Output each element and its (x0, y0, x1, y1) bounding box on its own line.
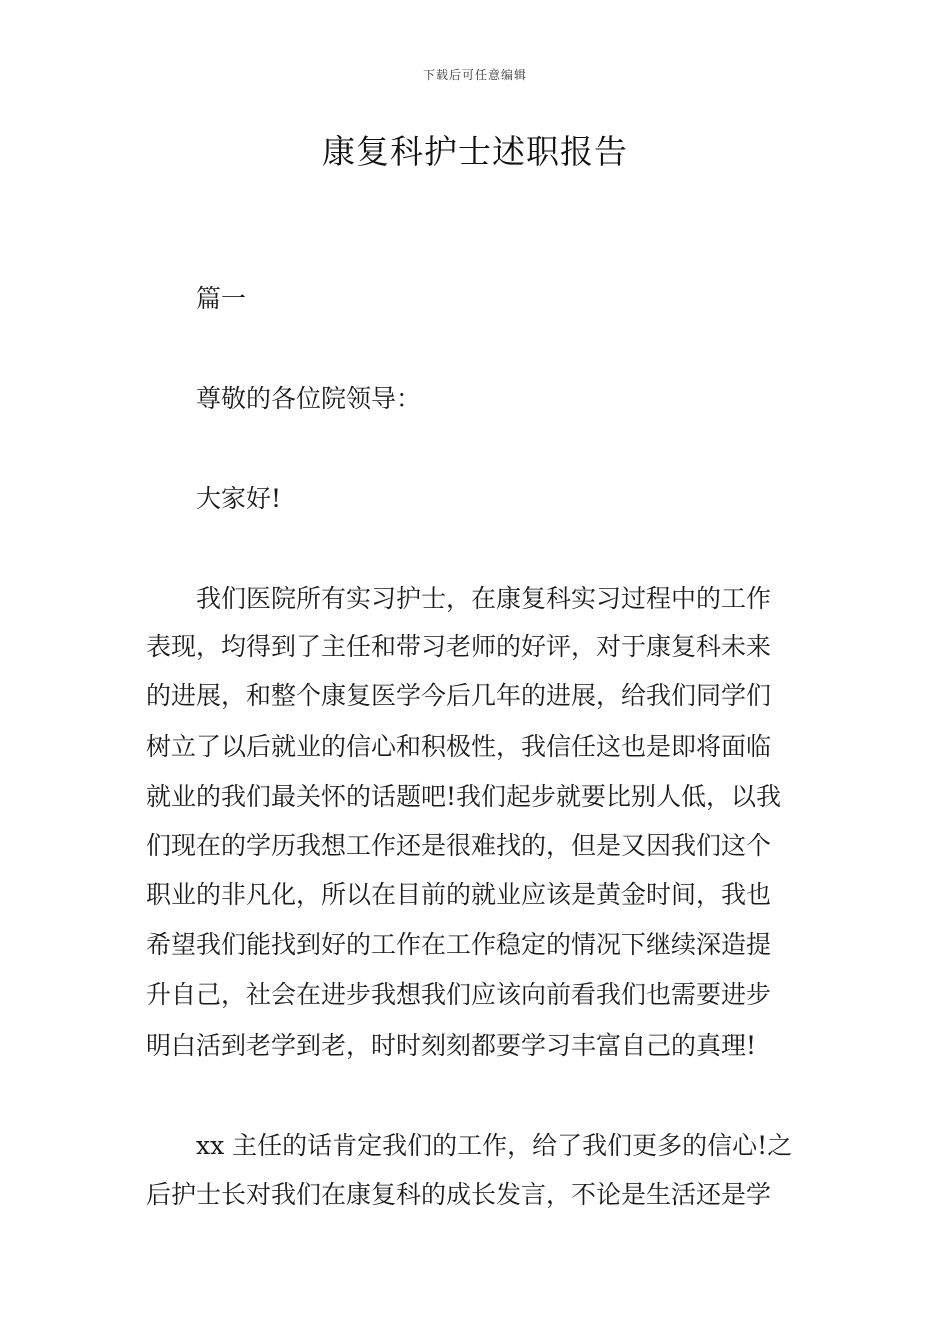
paragraph-line: 明白活到老学到老，时时刻刻都要学习丰富自己的真理! (146, 1031, 757, 1060)
salutation: 尊敬的各位院领导： (196, 384, 422, 413)
header-note: 下载后可任意编辑 (422, 68, 527, 82)
paragraph-line: 表现，均得到了主任和带习老师的好评，对于康复科未来 (146, 632, 772, 661)
section-label: 篇一 (196, 284, 247, 313)
paragraph-line: 职业的非凡化，所以在目前的就业应该是黄金时间，我也 (146, 880, 772, 909)
document-title: 康复科护士述职报告 (322, 132, 628, 171)
paragraph-line: 希望我们能找到好的工作在工作稳定的情况下继续深造提 (146, 930, 772, 959)
paragraph-line: 就业的我们最关怀的话题吧!我们起步就要比别人低，以我 (146, 782, 782, 811)
paragraph-line: xx 主任的话肯定我们的工作，给了我们更多的信心!之 (196, 1131, 793, 1160)
paragraph-line: 升自己，社会在进步我想我们应该向前看我们也需要进步 (146, 980, 772, 1009)
paragraph-line: 的进展，和整个康复医学今后几年的进展，给我们同学们 (146, 681, 772, 710)
paragraph-line: 树立了以后就业的信心和积极性，我信任这也是即将面临 (146, 732, 772, 761)
paragraph-line: 后护士长对我们在康复科的成长发言，不论是生活还是学 (146, 1180, 772, 1209)
paragraph-line: 们现在的学历我想工作还是很难找的，但是又因我们这个 (146, 831, 772, 860)
paragraph-line: 我们医院所有实习护士，在康复科实习过程中的工作 (196, 584, 772, 613)
greeting: 大家好! (196, 484, 282, 513)
